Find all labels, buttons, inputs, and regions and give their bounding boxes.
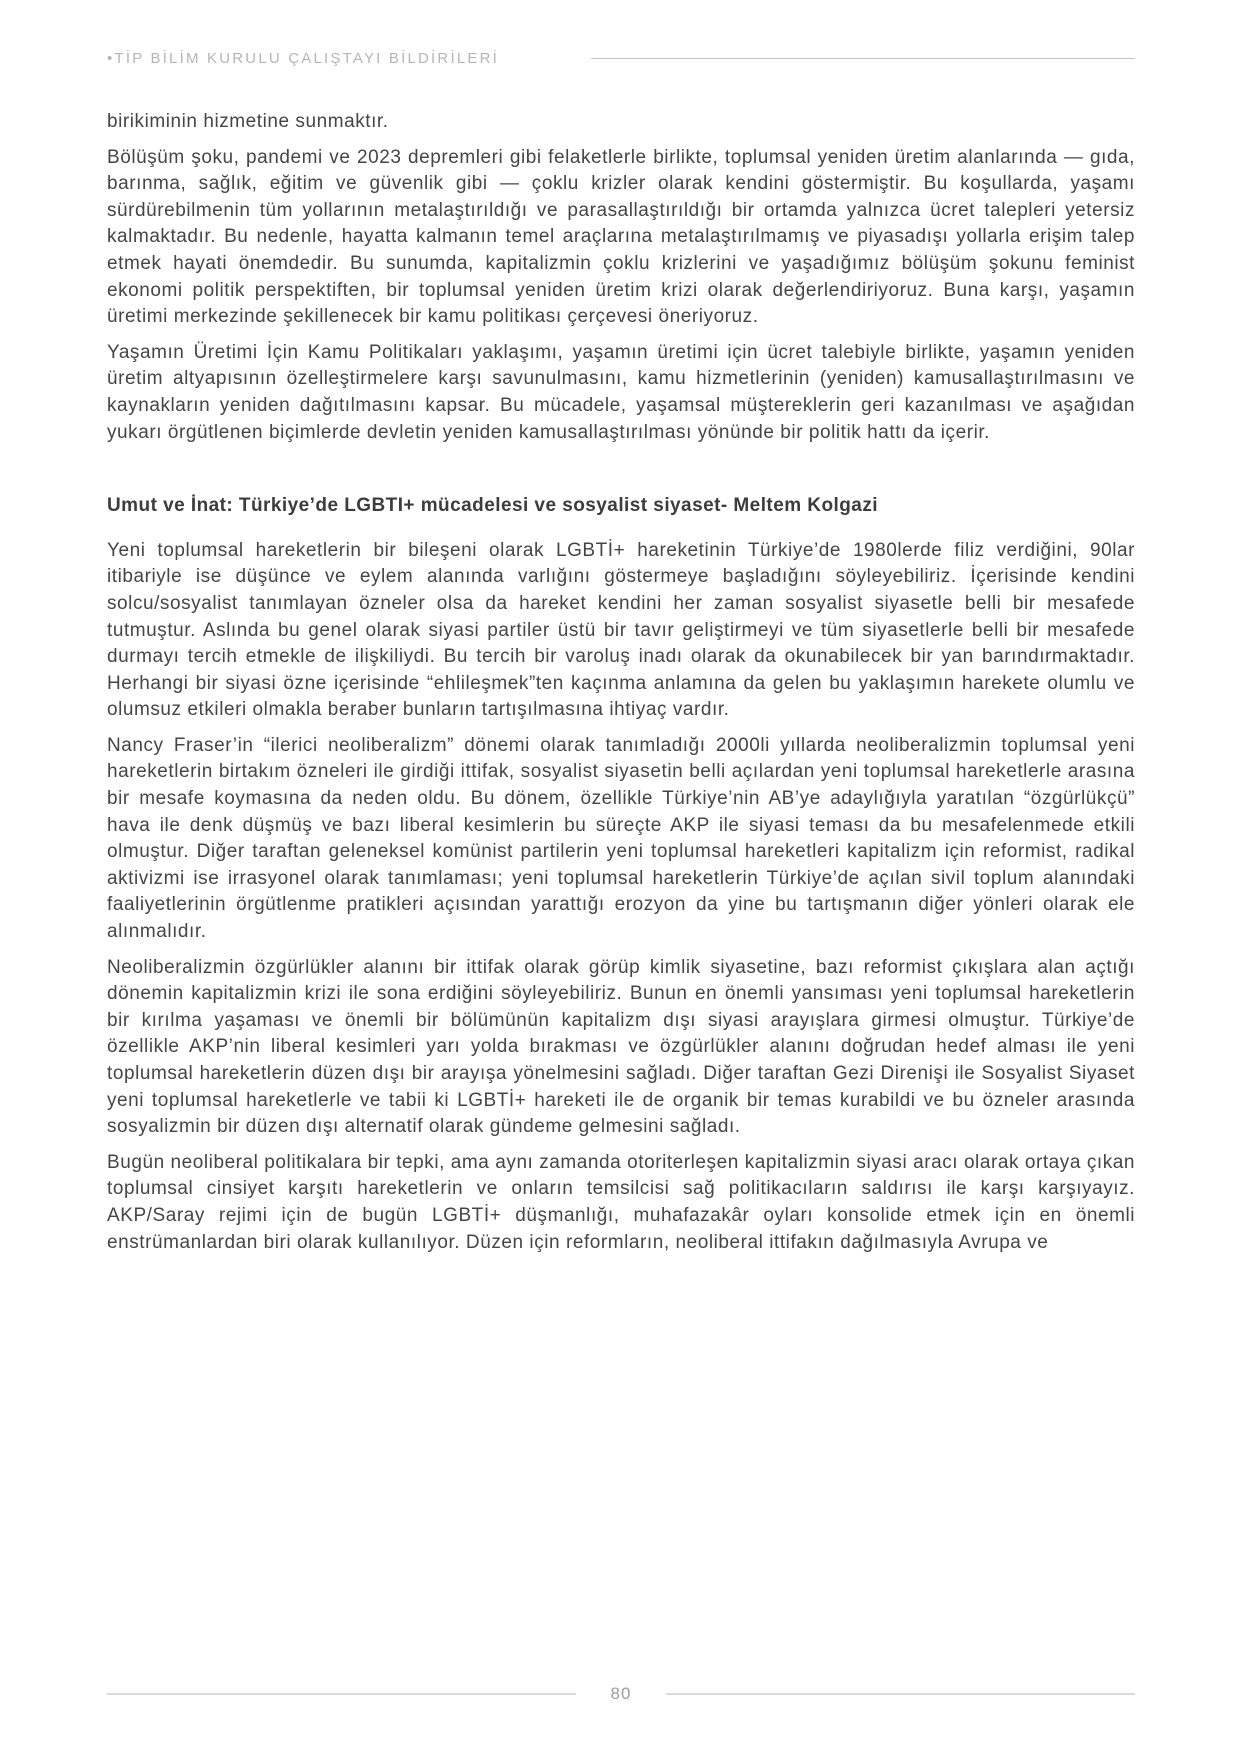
paragraph: Bugün neoliberal politikalara bir tepki, ama aynı zamanda otoriterleşen kapitalizmin siyasi aracı olarak ortaya çıkan toplumsal cinsiyet karşıtı hareketlerin ve onların temsilcisi sağ politikacıların saldırısı ile karşı karşıyayız. AKP/Saray rejimi için de bugün LGBTİ+ düşmanlığı, muhafazakâr oyları konsolide etmek için en önemli enstrümanlardan biri olarak kullanılıyor. Düzen için reformların, neoliberal ittifakın dağılmasıyla Avrupa ve [107, 1151, 1135, 1253]
paragraph-continuation: birikiminin hizmetine sunmaktır. [107, 111, 389, 132]
page-number: 80 [610, 1684, 632, 1703]
page-header [107, 47, 1135, 69]
footer-rule-left [107, 1693, 576, 1695]
page-footer [107, 1685, 1135, 1702]
running-header-title: •TİP BİLİM KURULU ÇALIŞTAYI BİLDİRİLERİ [107, 49, 499, 67]
paragraph: Yeni toplumsal hareketlerin bir bileşeni olarak LGBTİ+ hareketinin Türkiye’de 1980lerde filiz verdiğini, 90lar itibariyle ise düşünce ve eylem alanında varlığını göstermeye başladığını söyleyebiliriz. İçerisinde kendini solcu/sosyalist tanımlayan özneler olsa da hareket kendini her zaman sosyalist siyasetle belli bir mesafede tutmuştur. Aslında bu genel olarak siyasi partiler üstü bir tavır geliştirmeyi ve tüm siyasetlerle belli bir mesafede durmayı tercih etmekle de ilişkiliydi. Bu tercih bir varoluş inadı olarak da okunabilecek bir yan barındırmaktadır. Herhangi bir siyasi özne içerisinde “ehlileşmek”ten kaçınma anlamına da gelen bu yaklaşımın harekete olumlu ve olumsuz etkileri olmakla beraber bunların tartışılmasına ihtiyaç vardır. [107, 539, 1135, 721]
page-body [107, 109, 1135, 1256]
header-rule [591, 58, 1135, 59]
paragraph: Yaşamın Üretimi İçin Kamu Politikaları yaklaşımı, yaşamın üretimi için ücret talebiyle birlikte, yaşamın yeniden üretim altyapısının özelleştirmelere karşı savunulmasını, kamu hizmetlerinin (yeniden) kamusallaştırılmasını ve kaynakların yeniden dağıtılmasını kapsar. Bu mücadele, yaşamsal müştereklerin geri kazanılması ve aşağıdan yukarı örgütlenen biçimlerde devletin yeniden kamusallaştırılması yönünde bir politik hattı da içerir. [107, 341, 1135, 443]
paragraph: Neoliberalizmin özgürlükler alanını bir ittifak olarak görüp kimlik siyasetine, bazı reformist çıkışlara alan açtığı dönemin kapitalizmin krizi ile sona erdiğini söyleyebiliriz. Bunun en önemli yansıması yeni toplumsal hareketlerin bir kırılma yaşaması ve önemli bir bölümünün kapitalizm dışı siyasi arayışlara girmesi olmuştur. Türkiye’de özellikle AKP’nin liberal kesimleri yarı yolda bırakması ve özgürlükler alanını doğrudan hedef alması ile yeni toplumsal hareketlerin düzen dışı bir arayışa yönelmesini sağladı. Diğer taraftan Gezi Direnişi ile Sosyalist Siyaset yeni toplumsal hareketlerle ve tabii ki LGBTİ+ hareketi ile de organik bir temas kurabildi ve bu özneler arasında sosyalizmin bir düzen dışı alternatif olarak gündeme gelmesini sağladı. [107, 956, 1135, 1138]
footer-rule-right [666, 1693, 1135, 1695]
paragraph: Nancy Fraser’in “ilerici neoliberalizm” dönemi olarak tanımladığı 2000li yıllarda neoliberalizmin toplumsal yeni hareketlerin birtakım özneleri ile girdiği ittifak, sosyalist siyasetin belli açılardan yeni toplumsal hareketlerle arasına bir mesafe koymasına da neden oldu. Bu dönem, özellikle Türkiye’nin AB’ye adaylığıyla yaratılan “özgürlükçü” hava ile denk düşmüş ve bazı liberal kesimlerin bu süreçte AKP ile siyasi teması da bu mesafelenmede etkili olmuştur. Diğer taraftan geleneksel komünist partilerin yeni toplumsal hareketleri kapitalizm için reformist, radikal aktivizmi ise irrasyonel olarak tanımlaması; yeni toplumsal hareketlerin Türkiye’de açılan sivil toplum alanındaki faaliyetlerinin örgütlenme pratikleri açısından yarattığı erozyon da yine bu tartışmanın diğer yönleri olarak ele alınmalıdır. [107, 734, 1135, 943]
section-heading: Umut ve İnat: Türkiye’de LGBTI+ mücadelesi ve sosyalist siyaset- Meltem Kolgazi [107, 495, 878, 517]
paragraph: Bölüşüm şoku, pandemi ve 2023 depremleri gibi felaketlerle birlikte, toplumsal yeniden üretim alanlarında — gıda, barınma, sağlık, eğitim ve güvenlik gibi — çoklu krizler olarak kendini göstermiştir. Bu koşullarda, yaşamı sürdürebilmenin tüm yollarının metalaştırıldığı ve parasallaştırıldığı bir ortamda yalnızca ücret talepleri yetersiz kalmaktadır. Bu nedenle, hayatta kalmanın temel araçlarına metalaştırılmamış ve piyasadışı yollarla erişim talep etmek hayati önemdedir. Bu sunumda, kapitalizmin çoklu krizlerini ve yaşadığımız bölüşüm şokunu feminist ekonomi politik perspektiften, bir toplumsal yeniden üretim krizi olarak değerlendiriyoruz. Buna karşı, yaşamın üretimi merkezinde şekillenecek bir kamu politikası çerçevesi öneriyoruz. [107, 146, 1135, 328]
